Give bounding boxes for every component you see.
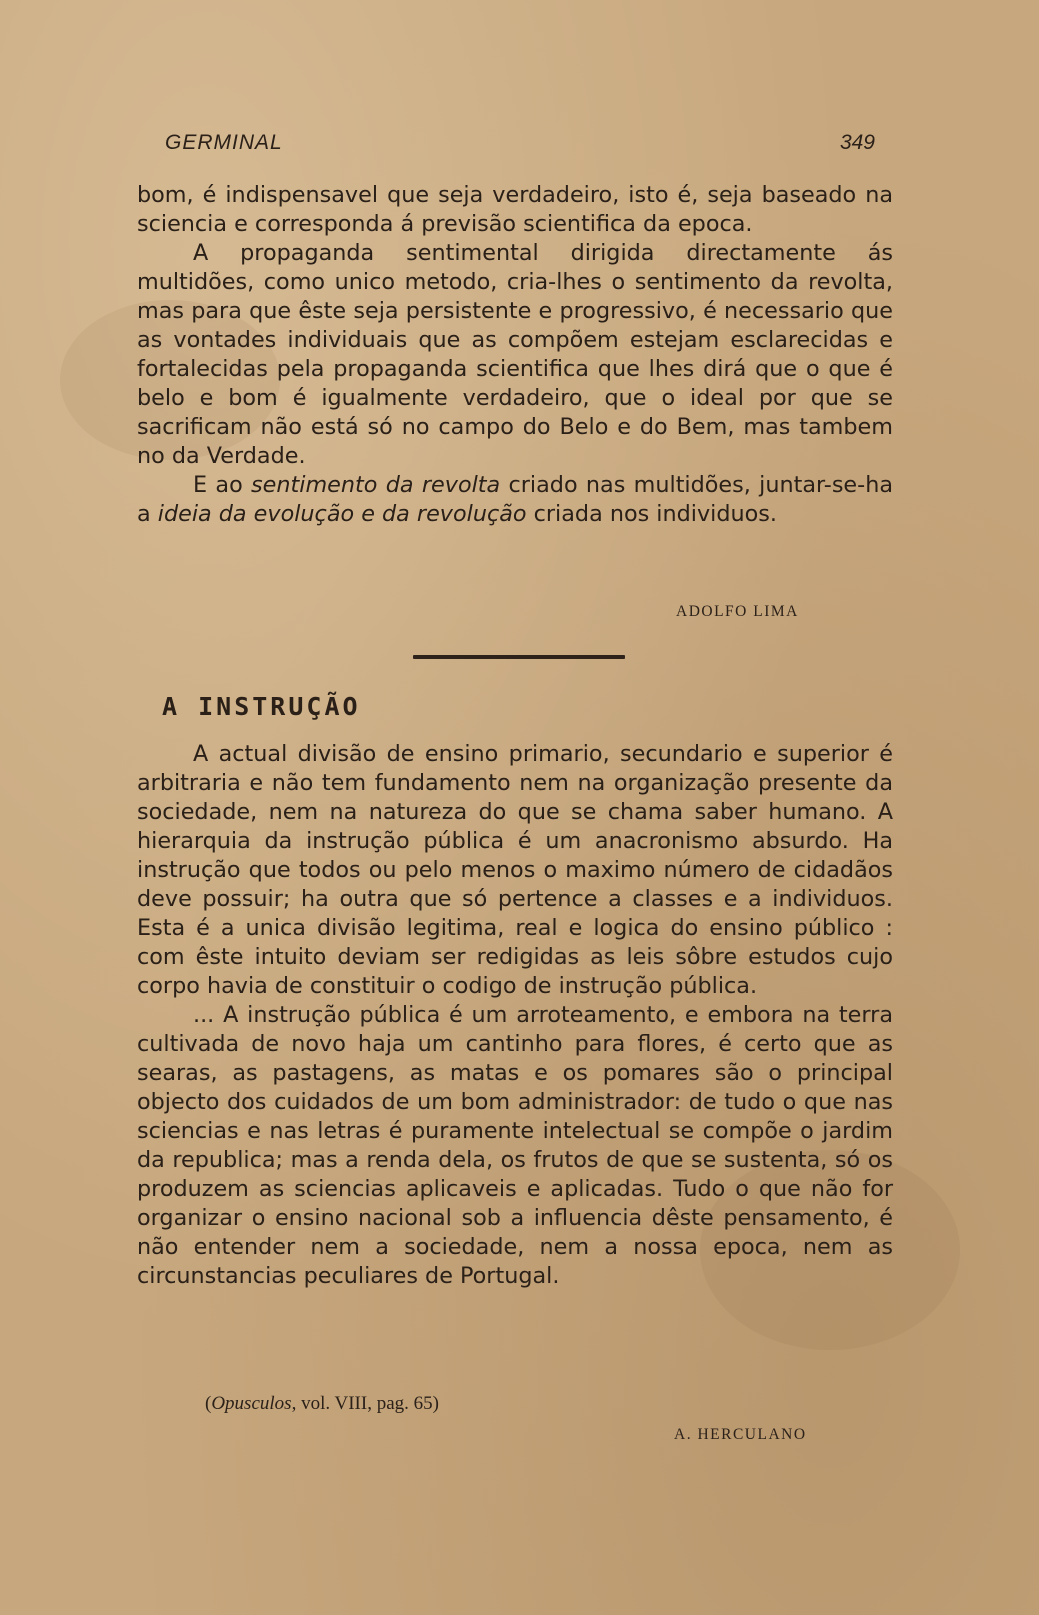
paragraph: ... A instrução pública é um arroteamento, e embora na terra cultivada de novo haja um cantinho para flores, é certo que as searas, as pastagens, as matas e os pomares são o principal objecto dos cuidados de um bom administrador: de tudo o que nas sciencias e nas letras é puramente intelectual se compõe o jardim da republica; mas a renda dela, os frutos de que se sustenta, só os produzem as sciencias aplicaveis e aplicadas. Tudo o que não for organizar o ensino nacional sob a influencia dêste pensamento, é não entender nem a sociedade, nem a nossa epoca, nem as circunstancias peculiares de Portugal.: [137, 1002, 893, 1289]
paragraph: [137, 471, 893, 529]
paragraph: A propaganda sentimental dirigida directamente ás multidões, como unico metodo, cria-lhes o sentimento da revolta, mas para que êste seja persistente e progressivo, é necessario que as vontades individuais que as compõem estejam esclarecidas e fortalecidas pela propaganda scientifica que lhes dirá que o que é belo e bom é igualmente verdadeiro, que o ideal por que se sacrificam não está só no campo do Belo e do Bem, mas tambem no da Verdade.: [137, 240, 893, 469]
article-herculano: [137, 740, 893, 1291]
text-run: E ao: [193, 472, 252, 498]
author-signature: A. HERCULANO: [674, 1426, 807, 1443]
citation-rest: , vol. VIII, pag. 65): [291, 1393, 439, 1414]
citation-open: (: [205, 1393, 212, 1414]
italic-phrase: sentimento da revolta: [251, 472, 501, 498]
page-number: 349: [839, 131, 875, 154]
section-divider: [413, 655, 625, 659]
citation-work: Opusculos: [211, 1393, 292, 1414]
text-run: criada nos individuos.: [526, 501, 777, 527]
text-run: criado nas multidões, juntar-se-ha a: [137, 472, 893, 527]
section-heading: A INSTRUÇÃO: [162, 692, 361, 721]
paragraph: A actual divisão de ensino primario, secundario e superior é arbitraria e não tem fundamento nem na organização presente da sociedade, nem na natureza do que se chama saber humano. A hierarquia da instrução pública é um anacronismo absurdo. Ha instrução que todos ou pelo menos o maximo número de cidadãos deve possuir; ha outra que só pertence a classes e a individuos. Esta é a unica divisão legitima, real e logica do ensino público : com êste intuito deviam ser redigidas as leis sôbre estudos cujo corpo havia de constituir o codigo de instrução pública.: [137, 741, 893, 999]
running-header: [165, 131, 875, 161]
article-adolfo-lima: [137, 181, 893, 529]
citation: [205, 1393, 439, 1415]
author-signature: ADOLFO LIMA: [676, 603, 799, 620]
italic-phrase: ideia da evolução e da revolução: [157, 501, 527, 527]
journal-title: GERMINAL: [165, 131, 283, 154]
paragraph: bom, é indispensavel que seja verdadeiro, isto é, seja baseado na sciencia e corresponda á previsão scientifica da epoca.: [137, 182, 893, 237]
